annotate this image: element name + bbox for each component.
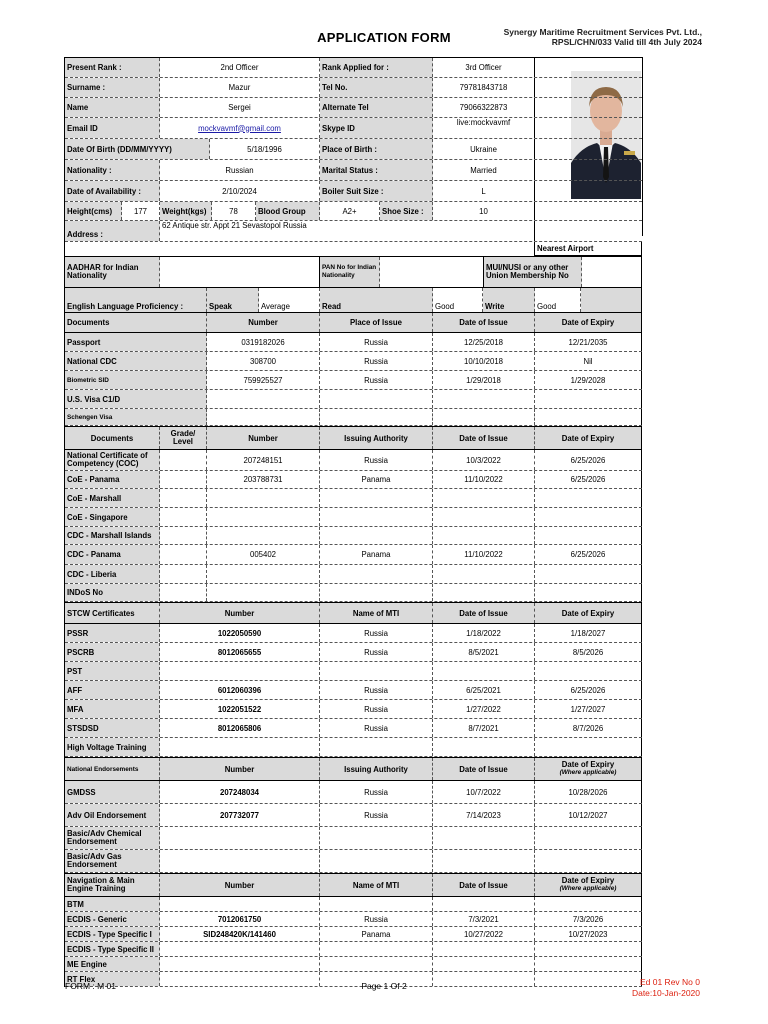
nav-expiry-note: (Where applicable) — [559, 885, 617, 892]
address-row — [65, 221, 642, 242]
physical-row — [65, 202, 642, 221]
stcw-expiry-cell[interactable]: 8/5/2026 — [535, 643, 642, 661]
navigation-row — [65, 942, 642, 957]
nav-expiry-title: Date of Expiry — [561, 876, 615, 885]
read-value[interactable]: Good — [433, 288, 483, 312]
coc-expiry-cell[interactable]: 6/25/2026 — [535, 545, 642, 564]
stcw-mti-cell[interactable]: Russia — [320, 643, 433, 661]
navigation-expiry-cell[interactable]: 10/27/2023 — [535, 927, 642, 941]
alt-tel-label: Alternate Tel — [320, 98, 433, 117]
coc-authority-cell[interactable]: Russia — [320, 450, 433, 470]
marital-label: Marital Status : — [320, 160, 433, 180]
surname-row — [65, 78, 642, 98]
coc-issue-cell[interactable]: 10/3/2022 — [433, 450, 535, 470]
navigation-issue-cell[interactable]: 10/27/2022 — [433, 927, 535, 941]
shoe-label: Shoe Size : — [380, 202, 433, 220]
coc-number-cell[interactable] — [207, 527, 320, 544]
coc-header — [65, 426, 642, 450]
coc-grade-cell[interactable] — [160, 508, 207, 526]
height-label: Height(cms) — [65, 202, 122, 220]
coc-authority-cell[interactable]: Panama — [320, 471, 433, 488]
documents-col-place: Place of Issue — [320, 313, 433, 332]
height-value[interactable]: 177 — [122, 202, 160, 220]
endorsements-row — [65, 781, 642, 804]
stcw-expiry-cell[interactable]: 8/7/2026 — [535, 719, 642, 737]
stcw-expiry-cell[interactable]: 1/18/2027 — [535, 624, 642, 642]
name-label: Name — [65, 98, 160, 117]
coc-number-cell[interactable]: 203788731 — [207, 471, 320, 488]
alt-tel-value[interactable]: 79066322873 — [433, 98, 535, 117]
documents-expiry-cell[interactable] — [535, 409, 642, 425]
endorsements-issue-cell[interactable]: 10/7/2022 — [433, 781, 535, 803]
documents-expiry-cell[interactable] — [535, 390, 642, 408]
documents-name-cell: U.S. Visa C1/D — [65, 390, 207, 408]
coc-expiry-cell[interactable] — [535, 584, 642, 601]
stcw-mti-cell[interactable]: Russia — [320, 624, 433, 642]
speak-value[interactable]: Average — [259, 288, 320, 312]
coc-row — [65, 565, 642, 584]
endorsements-expiry-cell[interactable]: 10/28/2026 — [535, 781, 642, 803]
documents-row — [65, 352, 642, 371]
coc-col-name: Documents — [65, 427, 160, 449]
navigation-mti-cell[interactable] — [320, 957, 433, 971]
endorsements-authority-cell[interactable] — [320, 850, 433, 872]
coc-name-cell: INDoS No — [65, 584, 160, 601]
coc-authority-cell[interactable]: Panama — [320, 545, 433, 564]
coc-expiry-cell[interactable]: 6/25/2026 — [535, 450, 642, 470]
documents-number-cell[interactable] — [207, 409, 320, 425]
revision-number: Ed 01 Rev No 0 — [639, 977, 700, 987]
stcw-col-issue: Date of Issue — [433, 603, 535, 623]
endorsements-authority-cell[interactable] — [320, 827, 433, 849]
stcw-issue-cell[interactable]: 8/7/2021 — [433, 719, 535, 737]
weight-value[interactable]: 78 — [212, 202, 256, 220]
endorsements-number-cell[interactable]: 207248034 — [160, 781, 320, 803]
stcw-issue-cell[interactable]: 8/5/2021 — [433, 643, 535, 661]
navigation-table — [65, 897, 642, 987]
navigation-mti-cell[interactable] — [320, 942, 433, 956]
write-label: Write — [483, 288, 535, 312]
nav-col-name: Navigation & Main Engine Training — [65, 874, 160, 896]
availability-label: Date of Availability : — [65, 181, 160, 201]
navigation-number-cell[interactable] — [160, 957, 320, 971]
coc-name-cell: National Certificate of Competency (COC) — [65, 450, 160, 470]
stcw-row — [65, 681, 642, 700]
documents-col-name: Documents — [65, 313, 207, 332]
coc-expiry-cell[interactable] — [535, 527, 642, 544]
coc-name-cell: CDC - Panama — [65, 545, 160, 564]
endorsements-name-cell: GMDSS — [65, 781, 160, 803]
endorse-col-name: National Endorsements — [65, 758, 160, 780]
documents-place-cell[interactable]: Russia — [320, 371, 433, 389]
endorsements-expiry-cell[interactable] — [535, 850, 642, 872]
coc-name-cell: CDC - Liberia — [65, 565, 160, 583]
stcw-number-cell[interactable]: 1022050590 — [160, 624, 320, 642]
stcw-mti-cell[interactable] — [320, 662, 433, 680]
nationality-label: Nationality : — [65, 160, 160, 180]
mui-label: MUI/NUSI or any other Union Membership No — [484, 257, 582, 287]
weight-label: Weight(kgs) — [160, 202, 212, 220]
revision-date: Date:10-Jan-2020 — [631, 988, 700, 998]
endorsements-issue-cell[interactable]: 7/14/2023 — [433, 804, 535, 826]
pan-label: PAN No for Indian Nationality — [320, 257, 380, 287]
coc-row — [65, 471, 642, 489]
endorse-col-number: Number — [160, 758, 320, 780]
coc-issue-cell[interactable]: 11/10/2022 — [433, 471, 535, 488]
documents-issue-cell[interactable]: 1/29/2018 — [433, 371, 535, 389]
documents-row — [65, 333, 642, 352]
documents-number-cell[interactable] — [207, 390, 320, 408]
airport-spacer — [65, 242, 535, 256]
documents-number-cell[interactable]: 308700 — [207, 352, 320, 370]
coc-number-cell[interactable] — [207, 508, 320, 526]
stcw-name-cell: PST — [65, 662, 160, 680]
endorse-expiry-title: Date of Expiry — [561, 760, 615, 769]
endorsements-number-cell[interactable] — [160, 850, 320, 872]
rpsl-license: RPSL/CHN/033 Valid till 4th July 2024 — [551, 37, 702, 47]
endorse-col-expiry — [535, 758, 642, 780]
english-filler — [581, 288, 642, 312]
documents-row — [65, 390, 642, 409]
stcw-row — [65, 738, 642, 757]
coc-row — [65, 508, 642, 527]
navigation-expiry-cell[interactable]: 7/3/2026 — [535, 912, 642, 926]
navigation-row — [65, 912, 642, 927]
coc-col-issue: Date of Issue — [433, 427, 535, 449]
navigation-name-cell: ECDIS - Type Specific II — [65, 942, 160, 956]
company-name: Synergy Maritime Recruitment Services Pvt. Ltd., — [503, 27, 702, 37]
stcw-name-cell: STSDSD — [65, 719, 160, 737]
endorsements-name-cell: Adv Oil Endorsement — [65, 804, 160, 826]
endorsements-name-cell: Basic/Adv Chemical Endorsement — [65, 827, 160, 849]
coc-row — [65, 545, 642, 565]
stcw-mti-cell[interactable]: Russia — [320, 681, 433, 699]
stcw-name-cell: PSCRB — [65, 643, 160, 661]
coc-col-grade: Grade/ Level — [160, 427, 207, 449]
coc-number-cell[interactable] — [207, 584, 320, 601]
coc-authority-cell[interactable] — [320, 508, 433, 526]
stcw-name-cell: High Voltage Training — [65, 738, 160, 756]
endorsements-issue-cell[interactable] — [433, 850, 535, 872]
navigation-expiry-cell[interactable] — [535, 897, 642, 911]
endorsements-name-cell: Basic/Adv Gas Endorsement — [65, 850, 160, 872]
boiler-label: Boiler Suit Size : — [320, 181, 433, 201]
navigation-mti-cell[interactable] — [320, 897, 433, 911]
coc-table — [65, 450, 642, 602]
navigation-number-cell[interactable]: 7012061750 — [160, 912, 320, 926]
tel-label: Tel No. — [320, 78, 433, 97]
stcw-number-cell[interactable] — [160, 662, 320, 680]
stcw-row — [65, 662, 642, 681]
documents-expiry-cell[interactable]: 1/29/2028 — [535, 371, 642, 389]
documents-number-cell[interactable]: 759925527 — [207, 371, 320, 389]
endorsements-row — [65, 850, 642, 873]
email-row — [65, 118, 642, 139]
coc-row — [65, 527, 642, 545]
coc-issue-cell[interactable] — [433, 489, 535, 507]
coc-grade-cell[interactable] — [160, 450, 207, 470]
address-value[interactable]: 62 Antique str. Appt 21 Sevastopol Russia — [160, 221, 535, 241]
navigation-mti-cell[interactable]: Russia — [320, 912, 433, 926]
navigation-issue-cell[interactable] — [433, 897, 535, 911]
stcw-number-cell[interactable]: 8012065655 — [160, 643, 320, 661]
endorsements-expiry-cell[interactable] — [535, 827, 642, 849]
endorse-col-authority: Issuing Authority — [320, 758, 433, 780]
navigation-expiry-cell[interactable] — [535, 957, 642, 971]
coc-expiry-cell[interactable]: 6/25/2026 — [535, 471, 642, 488]
stcw-col-number: Number — [160, 603, 320, 623]
stcw-issue-cell[interactable] — [433, 738, 535, 756]
blood-value[interactable]: A2+ — [320, 202, 380, 220]
stcw-row — [65, 624, 642, 643]
stcw-name-cell: PSSR — [65, 624, 160, 642]
email-link[interactable]: mockvavmf@gmail.com — [198, 123, 281, 133]
endorsements-number-cell[interactable] — [160, 827, 320, 849]
documents-name-cell: Biometric SID — [65, 371, 207, 389]
coc-col-authority: Issuing Authority — [320, 427, 433, 449]
coc-expiry-cell[interactable] — [535, 489, 642, 507]
navigation-name-cell: ECDIS - Type Specific I — [65, 927, 160, 941]
coc-name-cell: CoE - Marshall — [65, 489, 160, 507]
coc-grade-cell[interactable] — [160, 489, 207, 507]
tel-value[interactable]: 79781843718 — [433, 78, 535, 97]
stcw-name-cell: AFF — [65, 681, 160, 699]
present-rank-label: Present Rank : — [65, 58, 160, 77]
stcw-expiry-cell[interactable]: 6/25/2026 — [535, 681, 642, 699]
stcw-mti-cell[interactable]: Russia — [320, 700, 433, 718]
dob-label: Date Of Birth (DD/MM/YYYY) — [65, 139, 210, 159]
documents-issue-cell[interactable] — [433, 390, 535, 408]
aadhar-label: AADHAR for Indian Nationality — [65, 257, 160, 287]
coc-name-cell: CoE - Singapore — [65, 508, 160, 526]
stcw-number-cell[interactable]: 1022051522 — [160, 700, 320, 718]
coc-number-cell[interactable]: 005402 — [207, 545, 320, 564]
write-value[interactable]: Good — [535, 288, 581, 312]
pob-label: Place of Birth : — [320, 139, 433, 159]
navigation-issue-cell[interactable] — [433, 957, 535, 971]
stcw-expiry-cell[interactable] — [535, 662, 642, 680]
navigation-name-cell: BTM — [65, 897, 160, 911]
speak-label: Speak — [207, 288, 259, 312]
navigation-name-cell: RT Flex — [65, 972, 160, 986]
dob-row — [65, 139, 642, 160]
documents-place-cell[interactable] — [320, 390, 433, 408]
stcw-issue-cell[interactable] — [433, 662, 535, 680]
navigation-header — [65, 873, 642, 897]
name-row — [65, 98, 642, 118]
documents-col-expiry: Date of Expiry — [535, 313, 642, 332]
coc-grade-cell[interactable] — [160, 545, 207, 564]
documents-issue-cell[interactable] — [433, 409, 535, 425]
airport-label: Nearest Airport — [535, 242, 642, 256]
coc-authority-cell[interactable] — [320, 565, 433, 583]
nationality-row — [65, 160, 642, 181]
nav-col-expiry — [535, 874, 642, 896]
documents-place-cell[interactable]: Russia — [320, 333, 433, 351]
documents-name-cell: Schengen Visa — [65, 409, 207, 425]
navigation-row — [65, 927, 642, 942]
application-form — [64, 57, 642, 987]
id-numbers-row — [65, 256, 642, 288]
coc-row — [65, 450, 642, 471]
stcw-row — [65, 719, 642, 738]
endorsements-table — [65, 781, 642, 873]
english-row — [65, 288, 642, 313]
endorsements-authority-cell[interactable]: Russia — [320, 804, 433, 826]
navigation-issue-cell[interactable] — [433, 942, 535, 956]
email-label: Email ID — [65, 118, 160, 138]
page-title: APPLICATION FORM — [317, 30, 451, 45]
coc-authority-cell[interactable] — [320, 527, 433, 544]
rank-row — [65, 58, 642, 78]
boiler-value[interactable]: L — [433, 181, 535, 201]
stcw-mti-cell[interactable] — [320, 738, 433, 756]
address-label: Address : — [65, 221, 160, 241]
blood-label: Blood Group — [256, 202, 320, 220]
stcw-col-mti: Name of MTI — [320, 603, 433, 623]
stcw-expiry-cell[interactable] — [535, 738, 642, 756]
endorsements-authority-cell[interactable]: Russia — [320, 781, 433, 803]
read-label: Read — [320, 288, 433, 312]
skype-value[interactable]: live:mockvavmf — [433, 118, 535, 138]
coc-authority-cell[interactable] — [320, 489, 433, 507]
skype-label: Skype ID — [320, 118, 433, 138]
surname-label: Surname : — [65, 78, 160, 97]
documents-issue-cell[interactable]: 12/25/2018 — [433, 333, 535, 351]
pob-value[interactable]: Ukraine — [433, 139, 535, 159]
english-label: English Language Proficiency : — [65, 288, 207, 312]
endorsements-issue-cell[interactable] — [433, 827, 535, 849]
endorsements-row — [65, 827, 642, 850]
coc-name-cell: CoE - Panama — [65, 471, 160, 488]
coc-number-cell[interactable] — [207, 489, 320, 507]
navigation-name-cell: ECDIS - Generic — [65, 912, 160, 926]
coc-row — [65, 489, 642, 508]
coc-col-expiry: Date of Expiry — [535, 427, 642, 449]
navigation-name-cell: ME Engine — [65, 957, 160, 971]
endorse-col-issue: Date of Issue — [433, 758, 535, 780]
airport-row — [65, 242, 642, 256]
availability-row — [65, 181, 642, 202]
coc-issue-cell[interactable] — [433, 527, 535, 544]
stcw-number-cell[interactable] — [160, 738, 320, 756]
documents-header — [65, 313, 642, 333]
stcw-table — [65, 624, 642, 757]
stcw-expiry-cell[interactable]: 1/27/2027 — [535, 700, 642, 718]
nav-col-issue: Date of Issue — [433, 874, 535, 896]
coc-expiry-cell[interactable] — [535, 565, 642, 583]
stcw-header — [65, 602, 642, 624]
navigation-row — [65, 897, 642, 912]
documents-name-cell: National CDC — [65, 352, 207, 370]
documents-place-cell[interactable]: Russia — [320, 352, 433, 370]
stcw-number-cell[interactable]: 6012060396 — [160, 681, 320, 699]
navigation-expiry-cell[interactable] — [535, 942, 642, 956]
documents-issue-cell[interactable]: 10/10/2018 — [433, 352, 535, 370]
stcw-issue-cell[interactable]: 6/25/2021 — [433, 681, 535, 699]
pan-value[interactable] — [380, 257, 484, 287]
coc-authority-cell[interactable] — [320, 584, 433, 601]
coc-grade-cell[interactable] — [160, 471, 207, 488]
stcw-number-cell[interactable]: 8012065806 — [160, 719, 320, 737]
nav-col-number: Number — [160, 874, 320, 896]
documents-col-issue: Date of Issue — [433, 313, 535, 332]
documents-table — [65, 333, 642, 426]
documents-expiry-cell[interactable]: Nil — [535, 352, 642, 370]
revision-info — [632, 977, 700, 999]
availability-value[interactable]: 2/10/2024 — [160, 181, 320, 201]
stcw-col-expiry: Date of Expiry — [535, 603, 642, 623]
navigation-mti-cell[interactable]: Panama — [320, 927, 433, 941]
endorse-expiry-note: (Where applicable) — [559, 769, 617, 776]
navigation-row — [65, 957, 642, 972]
coc-expiry-cell[interactable] — [535, 508, 642, 526]
stcw-mti-cell[interactable]: Russia — [320, 719, 433, 737]
coc-issue-cell[interactable] — [433, 508, 535, 526]
surname-value[interactable]: Mazur — [160, 78, 320, 97]
coc-number-cell[interactable]: 207248151 — [207, 450, 320, 470]
stcw-row — [65, 643, 642, 662]
name-value[interactable]: Sergei — [160, 98, 320, 117]
navigation-number-cell[interactable] — [160, 942, 320, 956]
documents-number-cell[interactable]: 0319182026 — [207, 333, 320, 351]
page-number: Page 1 Of 2 — [361, 981, 407, 991]
stcw-col-name: STCW Certificates — [65, 603, 160, 623]
mui-value[interactable] — [582, 257, 642, 287]
coc-row — [65, 584, 642, 602]
endorsements-expiry-cell[interactable]: 10/12/2027 — [535, 804, 642, 826]
coc-issue-cell[interactable] — [433, 565, 535, 583]
stcw-issue-cell[interactable]: 1/27/2022 — [433, 700, 535, 718]
endorsements-number-cell[interactable]: 207732077 — [160, 804, 320, 826]
coc-col-number: Number — [207, 427, 320, 449]
stcw-issue-cell[interactable]: 1/18/2022 — [433, 624, 535, 642]
nationality-value[interactable]: Russian — [160, 160, 320, 180]
endorsements-header — [65, 757, 642, 781]
documents-col-number: Number — [207, 313, 320, 332]
aadhar-value[interactable] — [160, 257, 320, 287]
rank-applied-label: Rank Applied for : — [320, 58, 433, 77]
endorsements-row — [65, 804, 642, 827]
coc-name-cell: CDC - Marshall Islands — [65, 527, 160, 544]
stcw-name-cell: MFA — [65, 700, 160, 718]
navigation-issue-cell[interactable]: 7/3/2021 — [433, 912, 535, 926]
documents-row — [65, 371, 642, 390]
navigation-number-cell[interactable] — [160, 897, 320, 911]
documents-row — [65, 409, 642, 426]
coc-grade-cell[interactable] — [160, 584, 207, 601]
rank-applied-value[interactable]: 3rd Officer — [433, 58, 535, 77]
coc-number-cell[interactable] — [207, 565, 320, 583]
coc-issue-cell[interactable]: 11/10/2022 — [433, 545, 535, 564]
documents-place-cell[interactable] — [320, 409, 433, 425]
nav-col-mti: Name of MTI — [320, 874, 433, 896]
coc-issue-cell[interactable] — [433, 584, 535, 601]
shoe-value[interactable]: 10 — [433, 202, 535, 220]
navigation-number-cell[interactable]: SID248420K/141460 — [160, 927, 320, 941]
form-number: FORM : M 01 — [65, 981, 117, 991]
coc-grade-cell[interactable] — [160, 527, 207, 544]
documents-expiry-cell[interactable]: 12/21/2035 — [535, 333, 642, 351]
marital-value[interactable]: Married — [433, 160, 535, 180]
present-rank-value[interactable]: 2nd Officer — [160, 58, 320, 77]
dob-value[interactable]: 5/18/1996 — [210, 139, 320, 159]
email-value[interactable] — [160, 118, 320, 138]
stcw-row — [65, 700, 642, 719]
documents-name-cell: Passport — [65, 333, 207, 351]
coc-grade-cell[interactable] — [160, 565, 207, 583]
